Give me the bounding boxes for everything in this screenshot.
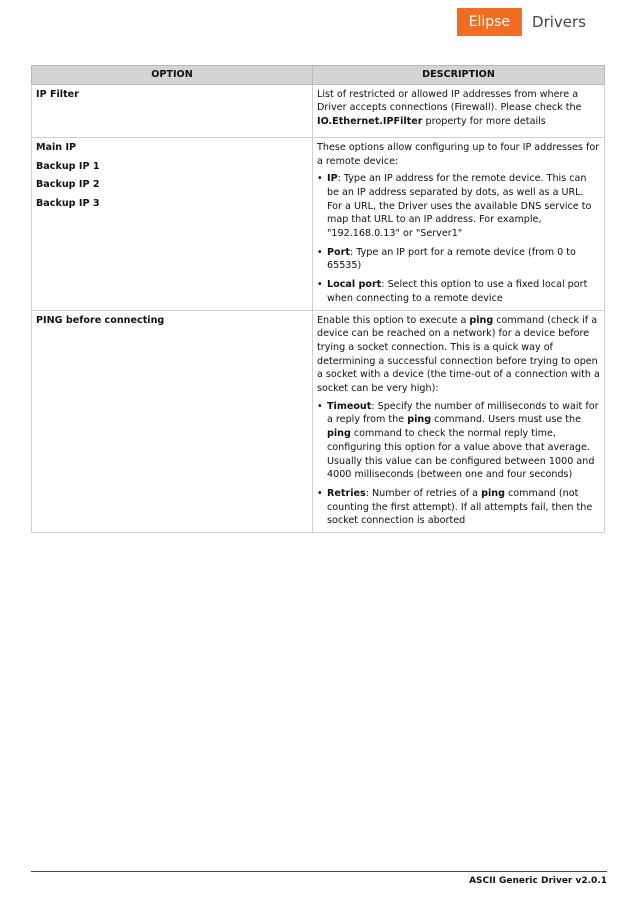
description-cell	[313, 137, 605, 310]
list-item: • IP: Type an IP address for the remote device. This can be an IP address separated by dots, as well as a URL. For a URL, the Driver uses the available DNS service to map that URL to an IP address. For example, "192.168.0.13" or "Server1"	[317, 173, 592, 240]
property-name: IO.Ethernet.IPFilter	[317, 116, 423, 128]
list-item: • Port: Type an IP port for a remote device (from 0 to 65535)	[317, 246, 576, 272]
table-row	[32, 310, 605, 533]
bullet-icon: •	[317, 173, 323, 185]
description-text: Enable this option to execute a ping command (check if a device can be reached on a network) for a device before trying a socket connection. This is a quick way of determining a successful connection before trying to open a socket with a device (the time-out of a connection with a socket can be very high):	[317, 314, 600, 395]
description-text: These options allow configuring up to four IP addresses for a remote device:	[317, 141, 600, 167]
list-item: • Retries: Number of retries of a ping command (not counting the first attempt). If all attempts fail, then the socket connection is aborted	[317, 487, 593, 527]
option-cell	[32, 310, 313, 533]
list-item: • Timeout: Specify the number of milliseconds to wait for a reply from the ping command. Users must use the ping command to check the normal reply time, configuring this option for a value above that average. Usually this value can be configured between 1000 and 4000 milliseconds (between one and four seconds)	[317, 400, 599, 481]
option-cell	[32, 84, 313, 137]
option-name: Backup IP 2	[36, 179, 100, 191]
description-text: List of restricted or allowed IP addresses from where a Driver accepts connections (Firewall). Please check the IO.Ethernet.IPFilter property for more details	[317, 88, 582, 128]
option-name: Backup IP 3	[36, 197, 100, 209]
option-name: PING before connecting	[36, 314, 165, 326]
list-item: • Local port: Select this option to use a fixed local port when connecting to a remote device	[317, 279, 588, 304]
options-table	[31, 65, 605, 533]
bullet-list	[317, 172, 600, 305]
bullet-icon: •	[317, 246, 323, 258]
option-cell	[32, 137, 313, 310]
table-row	[32, 84, 605, 137]
column-header-description: DESCRIPTION	[313, 66, 605, 85]
logo-drivers-text: Drivers	[532, 13, 586, 31]
option-name: Main IP	[36, 141, 77, 153]
footer-title: ASCII Generic Driver v2.0.1	[469, 876, 607, 886]
bullet-icon: •	[317, 279, 323, 291]
table-row	[32, 137, 605, 310]
elipse-drivers-logo	[457, 8, 586, 36]
option-name: IP Filter	[36, 88, 79, 100]
column-header-option: OPTION	[32, 66, 313, 85]
bullet-icon: •	[317, 400, 323, 412]
bullet-list	[317, 400, 600, 528]
footer-divider	[31, 871, 607, 872]
table-header-row	[32, 66, 605, 85]
option-name: Backup IP 1	[36, 160, 100, 172]
description-cell	[313, 84, 605, 137]
description-cell	[313, 310, 605, 533]
logo-elipse-box: Elipse	[457, 8, 522, 36]
bullet-icon: •	[317, 487, 323, 499]
